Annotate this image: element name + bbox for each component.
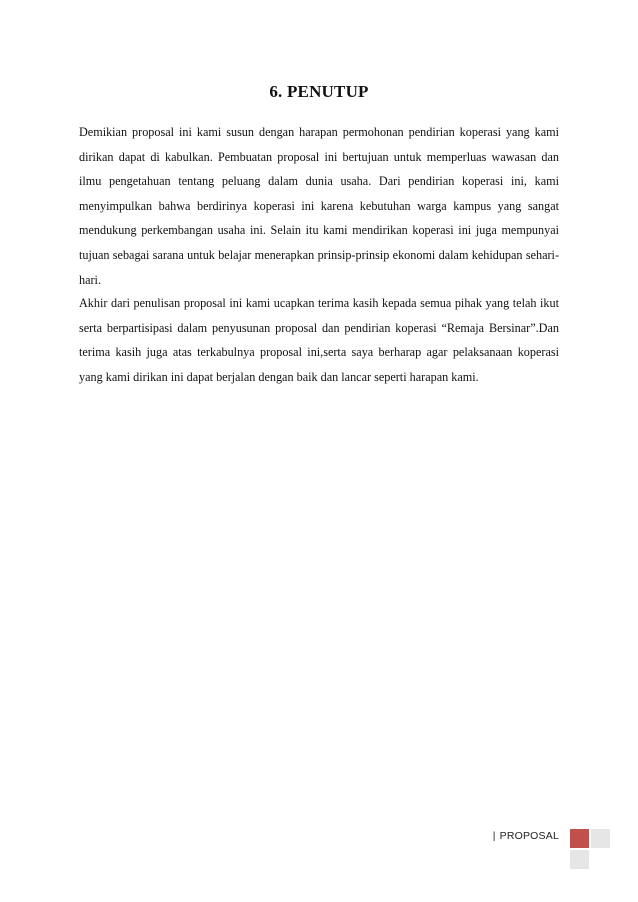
footer-gray-square-below	[570, 850, 589, 869]
section-title: 6. PENUTUP	[269, 82, 369, 101]
footer-gray-square-right	[591, 829, 610, 848]
footer-text: PROPOSAL	[499, 830, 559, 842]
footer-separator: |	[492, 830, 496, 842]
footer-label	[493, 830, 559, 842]
closing-paragraph-2: Akhir dari penulisan proposal ini kami ucapkan terima kasih kepada semua pihak yang telah ikut serta berpartisipasi dalam penyusunan proposal dan pendirian koperasi “Remaja Bersinar”.Dan terima kasih juga atas terkabulnya proposal ini,serta saya berharap agar pelaksanaan koperasi yang kami dirikan ini dapat berjalan dengan baik dan lancar seperti harapan kami.	[79, 296, 559, 384]
closing-paragraph-1: Demikian proposal ini kami susun dengan harapan permohonan pendirian koperasi yang kami dirikan dapat di kabulkan. Pembuatan proposal ini bertujuan untuk memperluas wawasan dan ilmu pengetahuan tentang peluang dalam dunia usaha. Dari pendirian koperasi ini, kami menyimpulkan bahwa berdirinya koperasi ini karena kebutuhan warga kampus yang sangat mendukung perkembangan usaha ini. Selain itu kami mendirikan koperasi ini juga mempunyai tujuan sebagai sarana untuk belajar menerapkan prinsip-prinsip ekonomi dalam kehidupan sehari-hari.	[79, 125, 559, 287]
footer-red-square	[570, 829, 589, 848]
